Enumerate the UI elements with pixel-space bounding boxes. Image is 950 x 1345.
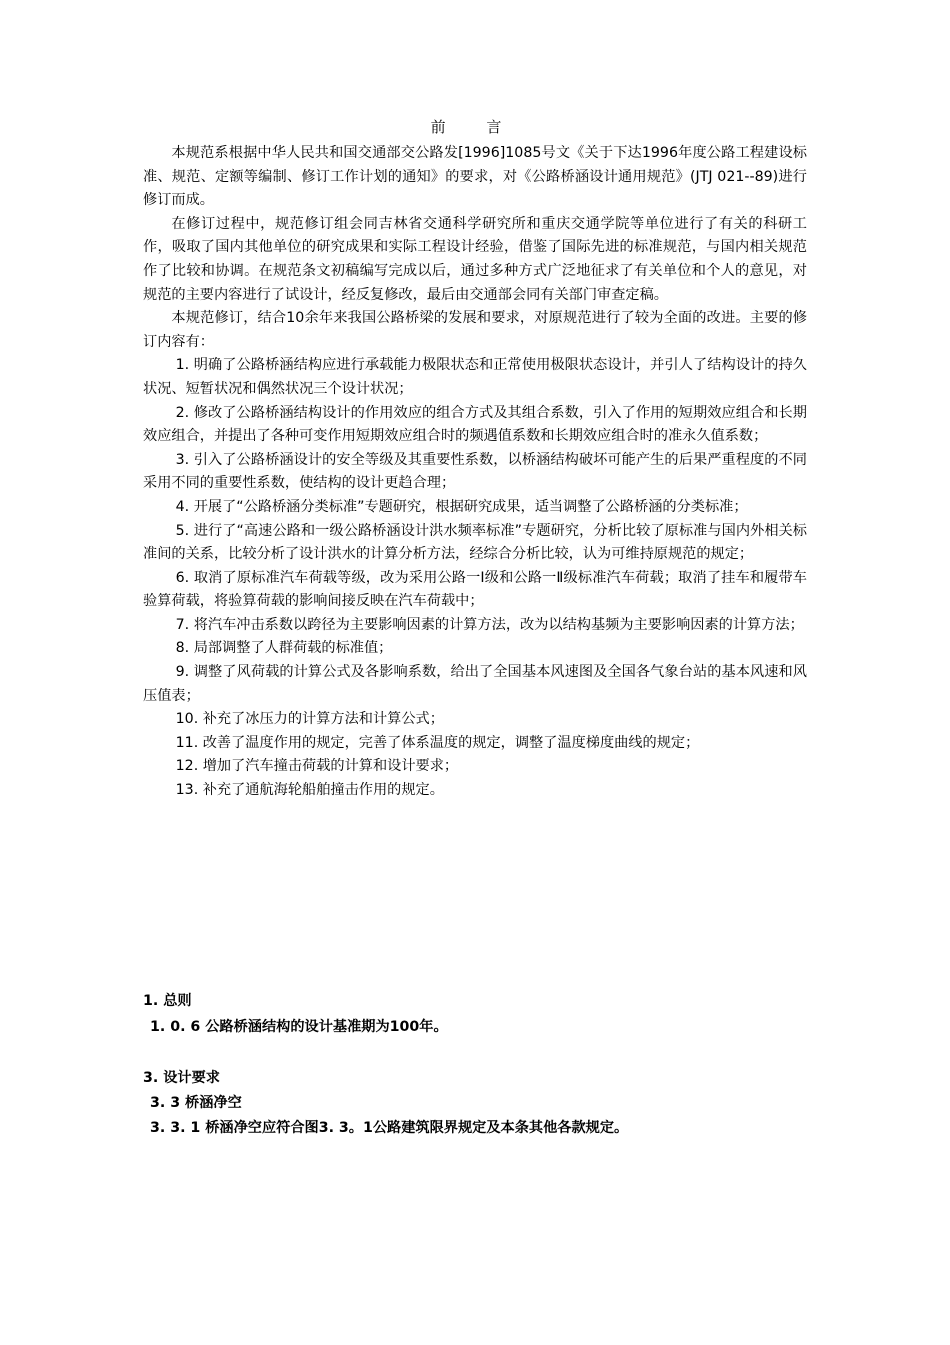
section-3-heading: 3. 设计要求: [143, 1070, 220, 1086]
revision-item-7: 7. 将汽车冲击系数以跨径为主要影响因素的计算方法，改为以结构基频为主要影响因素的计算方法；: [175, 616, 804, 633]
revision-item-2: 2. 修改了公路桥涵结构设计的作用效应的组合方式及其组合系数，引入了作用的短期效应组合和长期效应组合，并提出了各种可变作用短期效应组合时的频遇值系数和长期效应组合时的准永久值系数；: [143, 404, 807, 445]
revision-item-11: 11. 改善了温度作用的规定，完善了体系温度的规定，调整了温度梯度曲线的规定；: [175, 734, 700, 751]
revision-item-9: 9. 调整了风荷载的计算公式及各影响系数，给出了全国基本风速图及全国各气象台站的基本风速和风压值表；: [143, 664, 807, 704]
section-1-heading: 1. 总则: [143, 993, 192, 1009]
preface-paragraph-2: 在修订过程中，规范修订组会同吉林省交通科学研究所和重庆交通学院等单位进行了有关的科研工作，吸取了国内其他单位的研究成果和实际工程设计经验，借鉴了国际先进的标准规范，与国内相关规范作了比较和协调。在规范条文初稿编写完成以后，通过多种方式广泛地征求了有关单位和个人的意见，对规范的主要内容进行了试设计，经反复修改，最后由交通部会同有关部门审查定稿。: [143, 215, 807, 303]
revision-item-13: 13. 补充了通航海轮船舶撞击作用的规定。: [175, 782, 444, 799]
revision-item-4: 4. 开展了“公路桥涵分类标准”专题研究，根据研究成果，适当调整了公路桥涵的分类标准；: [175, 498, 748, 515]
preface-paragraph-1: 本规范系根据中华人民共和国交通部交公路发[1996]1085号文《关于下达1996年度公路工程建设标准、规范、定额等编制、修订工作计划的通知》的要求，对《公路桥涵设计通用规范》(JTJ 021--89)进行修订而成。: [143, 145, 807, 209]
preface-body: [143, 142, 807, 803]
revision-item-8: 8. 局部调整了人群荷载的标准值；: [175, 640, 393, 657]
revision-item-3: 3. 引入了公路桥涵设计的安全等级及其重要性系数，以桥涵结构破坏可能产生的后果严重程度的不同采用不同的重要性系数，使结构的设计更趋合理；: [143, 451, 807, 492]
revision-item-1: 1. 明确了公路桥涵结构应进行承载能力极限状态和正常使用极限状态设计，并引人了结构设计的持久状况、短暂状况和偶然状况三个设计状况；: [143, 357, 807, 397]
page-title: 前 言: [430, 118, 520, 136]
clause-1-0-6: 1. 0. 6 公路桥涵结构的设计基准期为100年。: [150, 1019, 448, 1035]
revision-item-10: 10. 补充了冰压力的计算方法和计算公式；: [175, 711, 444, 728]
revision-item-5: 5. 进行了“高速公路和一级公路桥涵设计洪水频率标准”专题研究，分析比较了原标准与国内外相关标准间的关系，比较分析了设计洪水的计算分析方法，经综合分析比较，认为可维持原规范的规定；: [143, 522, 807, 563]
preface-paragraph-3: 本规范修订，结合10余年来我国公路桥梁的发展和要求，对原规范进行了较为全面的改进。主要的修订内容有：: [143, 310, 807, 350]
revision-item-6: 6. 取消了原标准汽车荷载等级，改为采用公路一Ⅰ级和公路一Ⅱ级标准汽车荷载；取消了挂车和履带车验算荷载，将验算荷载的影响间接反映在汽车荷载中；: [143, 569, 807, 610]
revision-item-12: 12. 增加了汽车撞击荷载的计算和设计要求；: [175, 758, 459, 775]
clause-3-3-1: 3. 3. 1 桥涵净空应符合图3. 3。1公路建筑限界规定及本条其他各款规定。: [150, 1120, 629, 1136]
section-3-3-heading: 3. 3 桥涵净空: [150, 1095, 242, 1111]
